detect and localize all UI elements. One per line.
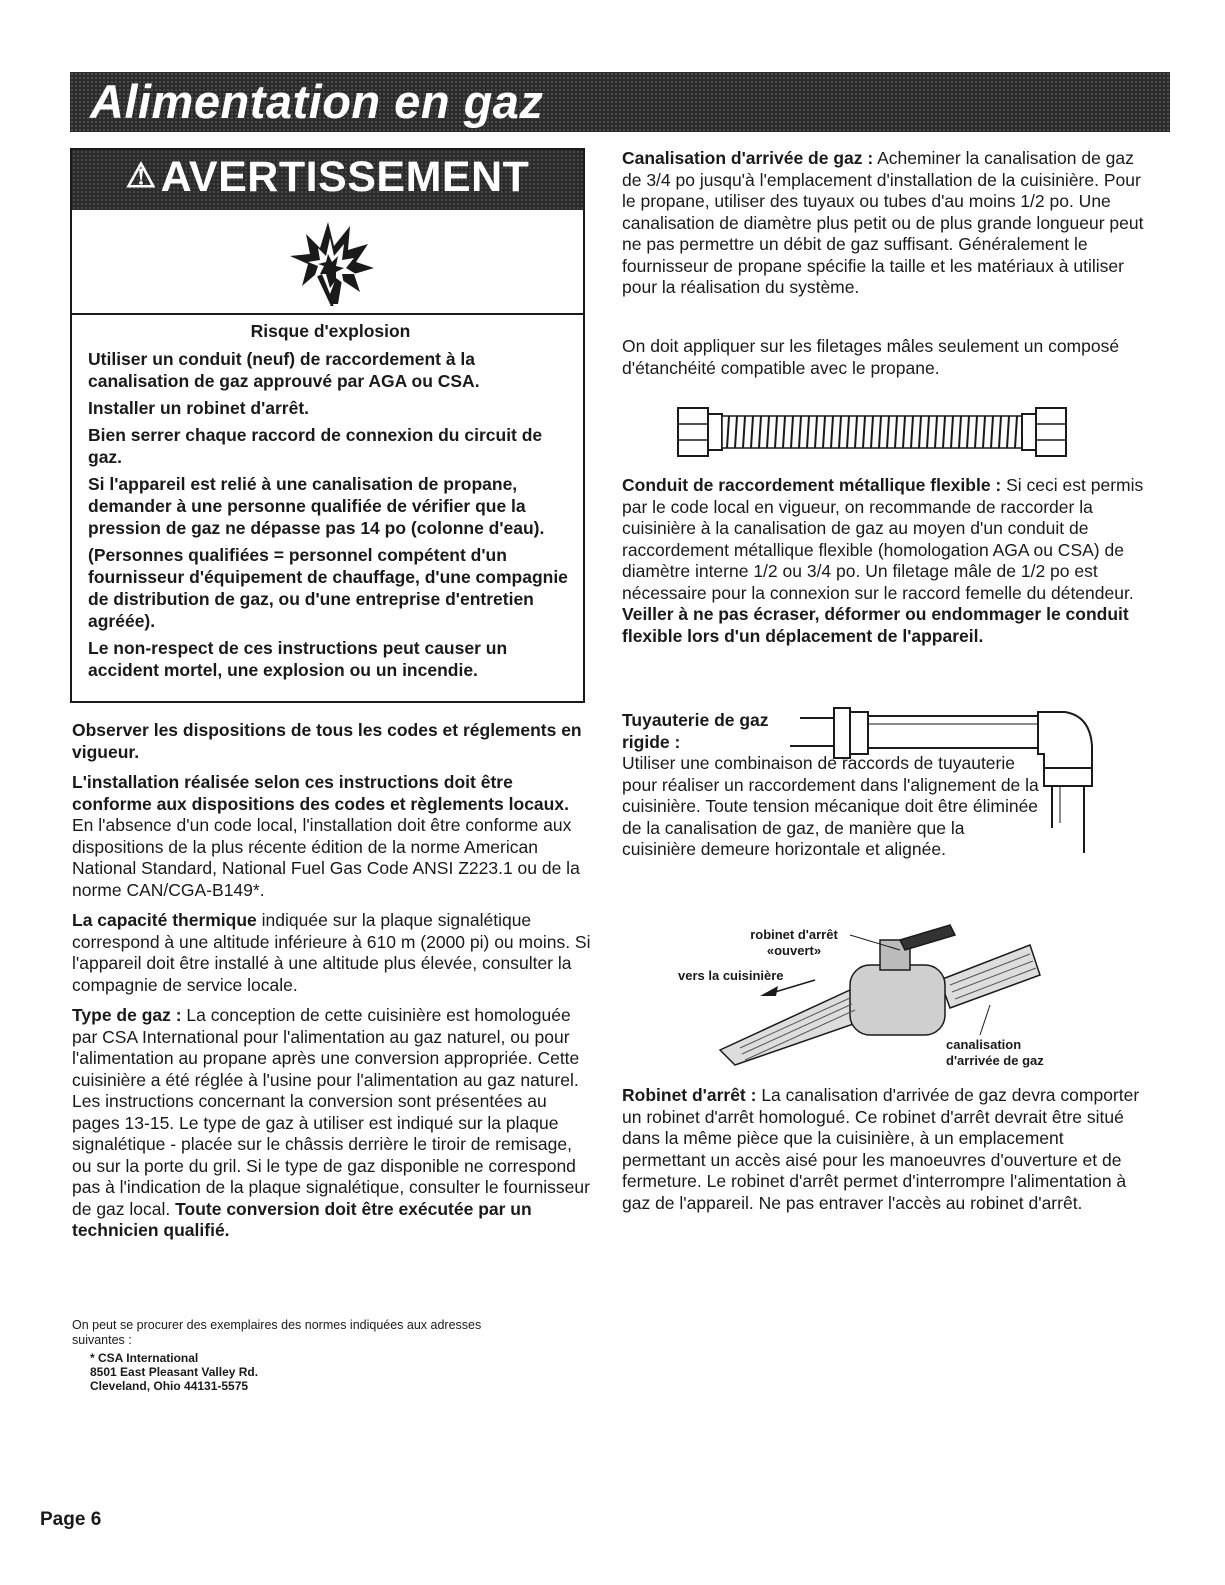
warning-paragraph: Si l'appareil est relié à une canalisation de propane, demander à une personne qualifiée de vérifier que la pression de gaz ne dépasse pas 14 po (colonne d'eau). xyxy=(88,474,545,538)
warning-paragraph: Utiliser un conduit (neuf) de raccordement à la canalisation de gaz approuvé par AGA ou CSA. xyxy=(88,349,480,391)
footnote-intro: On peut se procurer des exemplaires des normes indiquées aux adresses suivantes : xyxy=(72,1318,482,1347)
footnote-address: * CSA International 8501 East Pleasant Valley Rd. Cleveland, Ohio 44131-5575 xyxy=(90,1351,259,1393)
left-column xyxy=(72,720,592,1251)
capacity-paragraph: La capacité thermique indiquée sur la plaque signalétique correspond à une altitude inférieure à 610 m (2000 pi) ou moins. Si l'appareil doit être installé à une altitude plus élevée, consulter la compagnie de service locale. xyxy=(72,910,591,995)
warning-body xyxy=(88,320,573,686)
rigid-pipe-paragraph: Tuyauterie de gaz rigide : xyxy=(622,710,769,752)
warning-header xyxy=(72,150,583,210)
warning-triangle-icon: ⚠ xyxy=(125,157,157,195)
gas-type-paragraph: Type de gaz : La conception de cette cuisinière est homologuée par CSA International pour l'alimentation au gaz naturel, ou pour l'alimentation au propane après une conversion appropriée. Cette cuisinière a été réglée à l'usine pour l'alimentation au gaz naturel. Les instructions concernant la conversion sont présentées au pages 13-15. Le type de gaz à utiliser est indiqué sur la plaque signalétique - placée sur le châssis derrière le tiroir de remisage, ou sur la porte du gril. Si le type de gaz disponible ne correspond pas à l'indication de la plaque signalétique, consulter le fournisseur de gaz local. Toute conversion doit être exécutée par un technicien qualifié. xyxy=(72,1005,590,1240)
warning-box xyxy=(70,148,585,703)
warning-paragraph: Installer un robinet d'arrêt. xyxy=(88,398,310,418)
warning-divider xyxy=(72,313,583,315)
to-range-label: vers la cuisinière xyxy=(678,968,784,983)
shutoff-valve-paragraph: Robinet d'arrêt : La canalisation d'arrivée de gaz devra comporter un robinet d'arrêt homologué. Ce robinet d'arrêt devrait être situé dans la même pièce que la cuisinière, à un emplacement permettant un accès aisé pour les manoeuvres d'ouverture et de fermeture. Le robinet d'arrêt permet d'interrompre l'alimentation à gaz de l'appareil. Ne pas entraver l'accès au robinet d'arrêt. xyxy=(622,1085,1140,1213)
warning-paragraph: Bien serrer chaque raccord de connexion du circuit de gaz. xyxy=(88,425,543,467)
risk-title: Risque d'explosion xyxy=(250,321,411,341)
flexible-connector-paragraph: Conduit de raccordement métallique flexible : Si ceci est permis par le code local en vigueur, on recommande de raccorder la cuisinière à la canalisation de gaz au moyen d'un conduit de raccordement métallique flexible (homologation AGA ou CSA) de diamètre interne 1/2 ou 3/4 po. Un filetage mâle de 1/2 po est nécessaire pour la connexion sur le raccord femelle du détendeur. Veiller à ne pas écraser, déformer ou endommager le conduit flexible lors d'un déplacement de l'appareil. xyxy=(622,475,1144,646)
supply-line-paragraph: Canalisation d'arrivée de gaz : Acheminer la canalisation de gaz de 3/4 po jusqu'à l'emplacement d'installation de la cuisinière. Pour le propane, utiliser des tuyaux ou tubes d'au moins 1/2 po. Une canalisation de diamètre plus petit ou de plus grande longueur peut ne pas permettre un débit de gaz suffisant. Généralement le fournisseur de propane spécifie la taille et les matériaux à utiliser pour la réalisation du système. xyxy=(622,148,1144,297)
warning-heading: AVERTISSEMENT xyxy=(160,153,530,201)
codes-paragraph: Observer les dispositions de tous les codes et réglements en vigueur. xyxy=(72,720,582,762)
footnote xyxy=(72,1318,532,1393)
section-title: Alimentation en gaz xyxy=(90,75,544,128)
section-banner xyxy=(70,72,1170,132)
rigid-pipe-text: Utiliser une combinaison de raccords de tuyauterie pour réaliser un raccordement dans l'alignement de la cuisinière. Toute tension mécanique doit être éliminée de la canalisation de gaz, de manière que la cuisinière demeure horizontale et alignée. xyxy=(622,753,1039,859)
installation-paragraph: L'installation réalisée selon ces instructions doit être conforme aux dispositions des codes et règlements locaux. En l'absence d'un code local, l'installation doit être conforme aux dispositions de la plus récente édition de la norme American National Standard, National Fuel Gas Code ANSI Z223.1 ou de la norme CAN/CGA-B149*. xyxy=(72,772,580,900)
compound-paragraph: On doit appliquer sur les filetages mâles seulement un composé d'étanchéité compatible avec le propane. xyxy=(622,336,1120,378)
warning-paragraph: (Personnes qualifiées = personnel compétent d'un fournisseur d'équipement de chauffage, d'une compagnie de distribution de gaz, ou d'une entreprise d'entretien agréée). xyxy=(88,545,568,631)
flexible-connector-illustration xyxy=(677,404,1067,460)
page-number: Page 6 xyxy=(40,1509,102,1530)
valve-label: robinet d'arrêt «ouvert» xyxy=(750,927,838,958)
warning-paragraph: Le non-respect de ces instructions peut causer un accident mortel, une explosion ou un incendie. xyxy=(88,638,508,680)
supply-line-label: canalisation d'arrivée de gaz xyxy=(946,1037,1044,1068)
explosion-icon xyxy=(272,216,392,306)
